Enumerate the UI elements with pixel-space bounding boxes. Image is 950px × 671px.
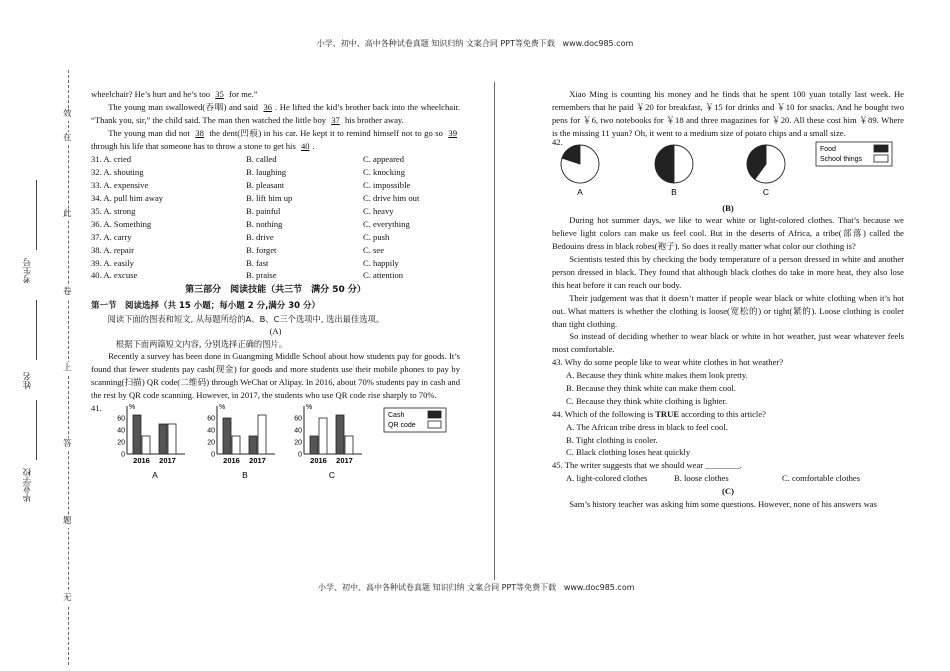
y-unit-label: %: [129, 403, 136, 411]
label-school: 毕业学校: [23, 468, 33, 502]
y-tick-label: 40: [207, 427, 215, 435]
q43-option-c: C. Because they think white clothing is lighter.: [566, 395, 728, 406]
cloze-paragraph: [91, 101, 460, 127]
cloze-text: The young man swallowed(吞咽) and said: [108, 101, 261, 112]
pie-slice-food: [655, 145, 674, 183]
label-name: 姓名: [23, 372, 33, 389]
passage-c-label: (C): [722, 486, 734, 497]
cloze-line: [91, 88, 460, 101]
bar-cash: [159, 424, 167, 454]
bar-qr-code: [232, 436, 240, 454]
y-tick-label: 20: [117, 439, 125, 447]
section1-title: 第一节 阅读选择（共 15 小题；每小题 2 分,满分 30 分）: [91, 300, 321, 311]
right-column: [552, 88, 904, 511]
column-divider: [494, 82, 495, 580]
option-b: B. forget: [246, 244, 277, 255]
pie-slice-school-things: [674, 145, 693, 183]
x-tick-label: 2016: [133, 455, 150, 465]
option-c: C. see: [363, 244, 385, 255]
q42-charts: [552, 136, 904, 202]
options-row: [91, 153, 460, 166]
cloze-text: through his life that someone has to throw a stone to get his: [91, 140, 298, 151]
panel-label: C: [762, 186, 770, 197]
x-tick-label: 2017: [249, 455, 266, 465]
panel-label: C: [328, 469, 336, 480]
legend-swatch: [428, 421, 441, 428]
q41-charts: [91, 402, 460, 484]
margin-char: 在: [63, 133, 72, 143]
cloze-text: the dent(凹痕) in his car. He kept it to remind himself not to go so: [206, 127, 446, 138]
option-b: B. nothing: [246, 218, 283, 229]
passage-b-p1: During hot summer days, we like to wear white or light-colored clothes. That’s because we believe light colors can make us feel cool. But in the deserts of Africa, a tribe(部落) called the Bedouins dress in black robes(袍子). So does it really matter what color our clothing is?: [552, 215, 904, 252]
margin-char: 题: [63, 516, 72, 526]
option-b: B. laughing: [246, 167, 287, 178]
panel-label: A: [152, 469, 158, 480]
cloze-paragraph: [91, 127, 460, 153]
bar-cash: [310, 436, 318, 454]
option-b: B. pleasant: [246, 180, 285, 191]
bar-qr-code: [168, 424, 176, 454]
margin-char: 效: [63, 109, 72, 119]
fill-line: [36, 180, 37, 250]
options-row: [91, 192, 460, 205]
option-a: 35. A. strong: [91, 206, 136, 217]
y-tick-label: 0: [298, 451, 302, 459]
instruction: 阅读下面的图表和短文, 从每题所给的A、B、C三个选项中, 选出最佳选项。: [107, 313, 385, 324]
bar-cash: [133, 415, 141, 454]
y-unit-label: %: [306, 403, 313, 411]
footer-site[interactable]: www.doc985.com: [563, 583, 635, 592]
passage-b-label: (B): [722, 202, 734, 213]
passage-c-p1: Sam’s history teacher was asking him some questions. However, none of his answers was: [569, 499, 877, 510]
bar-cash: [249, 436, 257, 454]
bar-qr-code: [319, 418, 327, 454]
option-b: B. praise: [246, 270, 277, 281]
option-c: C. heavy: [363, 206, 394, 217]
option-c: C. attention: [363, 270, 404, 281]
xiaoming-text: Xiao Ming is counting his money and he finds that he spent 100 yuan totally last week. He remembers that he paid ￥20 for breakfast, ￥15 for drinks and ￥10 for snacks. And he bought two pens for ￥6, two notebooks for ￥18 and three magazines for ￥20. All these cost him ￥89. Where is the missing 11 yuan? Oh, it went to a medium size of potato chips and a small size.: [552, 89, 904, 138]
options-row: [91, 244, 460, 257]
options-row: [91, 166, 460, 179]
q45-options: [552, 472, 904, 485]
left-column: [91, 88, 460, 484]
blank-36: 36: [263, 101, 273, 112]
blank-35: 35: [215, 89, 224, 99]
blank-38: 38: [195, 127, 204, 138]
y-tick-label: 40: [117, 427, 125, 435]
q44-emphasis: TRUE: [655, 408, 680, 419]
passage-b-p3: Their judgement was that it doesn’t matter if people wear black or white clothing when it’s hot out. What matters is whether the clothing is loose(宽松的) or tight(紧的). Loose clothing is cooler than tight clothing.: [552, 292, 904, 329]
q44-option-c: C. Black clothing loses heat quickly: [566, 447, 691, 458]
option-a: 38. A. repair: [91, 244, 134, 255]
x-tick-label: 2017: [159, 455, 176, 465]
margin-char: 上: [63, 363, 72, 373]
legend-label: QR code: [388, 421, 416, 429]
option-a: 39. A. easily: [91, 257, 134, 268]
q43-option-a: A. Because they think white makes them look pretty.: [566, 370, 748, 381]
y-tick-label: 60: [294, 415, 302, 423]
option-c: C. drive him out: [363, 193, 420, 204]
q42-number: 42.: [552, 136, 563, 147]
panel-label: A: [577, 186, 583, 197]
legend-swatch: [874, 155, 888, 162]
margin-char: 无: [63, 593, 72, 603]
panel-label: B: [671, 186, 677, 197]
q44-option-a: A. The African tribe dress in black to feel cool.: [566, 421, 728, 432]
bar-charts-svg: [91, 402, 460, 484]
bar-cash: [223, 418, 231, 454]
options-row: [91, 179, 460, 192]
option-a: 34. A. pull him away: [91, 193, 164, 204]
footer-text: 小学、初中、高中各种试卷真题 知识归纳 文案合同 PPT等免费下载: [318, 583, 557, 592]
legend-label: Food: [820, 145, 836, 153]
options-list: [91, 153, 460, 282]
y-tick-label: 20: [207, 439, 215, 447]
option-a: 37. A. carry: [91, 231, 132, 242]
option-b: B. painful: [246, 206, 281, 217]
q41-number: 41.: [91, 402, 102, 413]
bar-cash: [336, 415, 344, 454]
header-site[interactable]: www.doc985.com: [562, 39, 634, 48]
margin-char: 此: [63, 209, 72, 219]
cloze-text: wheelchair? He’s hurt and he’s too: [91, 89, 213, 99]
q44-text: according to this article?: [679, 408, 766, 419]
legend-label: School things: [820, 155, 863, 163]
y-tick-label: 40: [294, 427, 302, 435]
options-row: [91, 205, 460, 218]
cloze-text: The young man did not: [108, 127, 193, 138]
passage-b-p2: Scientists tested this by checking the body temperature of a person dressed in white and another person dressed in black. They found that although black clothes do take in more heat, they also lose this heat before it can reach our body.: [552, 254, 904, 290]
legend-swatch: [428, 411, 441, 418]
x-tick-label: 2016: [310, 455, 327, 465]
question-44: [552, 408, 904, 421]
options-row: [91, 257, 460, 270]
y-tick-label: 60: [117, 415, 125, 423]
option-a: 33. A. expensive: [91, 180, 149, 191]
passage-a-text: Recently a survey has been done in Guangming Middle School about how students pay for goods. It’s found that fewer students pay cash(现金) for goods and more students use their mobile phones to pay by scanning(扫描) QR code(二维码) through WeChat or Alipay. In 2016, about 70% students pay in cash and the rest by QR code scanning. However, in 2017, the students who use QR code rise sharply to 70%.: [91, 351, 460, 401]
q44-text: 44. Which of the following is: [552, 408, 656, 419]
panel-label: B: [242, 469, 248, 480]
q45-option-c: C. comfortable clothes: [782, 473, 861, 484]
bar-qr-code: [345, 436, 353, 454]
legend-label: Cash: [388, 411, 405, 419]
option-c: C. everything: [363, 218, 410, 229]
blank-37: 37: [331, 114, 340, 125]
passage-a-label: (A): [269, 326, 282, 337]
option-a: 36. A. Something: [91, 218, 152, 229]
cloze-text: .: [312, 140, 315, 151]
option-c: C. knocking: [363, 167, 406, 178]
options-row: [91, 269, 460, 282]
cloze-text: for me.”: [226, 89, 258, 99]
y-tick-label: 20: [294, 439, 302, 447]
option-b: B. fast: [246, 257, 269, 268]
legend-swatch: [874, 145, 888, 152]
label-candidate-no: 考生号: [23, 258, 33, 284]
cloze-text: his brother away.: [342, 114, 404, 125]
passage-b-p4: So instead of deciding whether to wear black or white in hot weather, just wear whatever feels most comfortable.: [552, 331, 904, 355]
option-a: 40. A. excuse: [91, 270, 138, 281]
x-tick-label: 2016: [223, 455, 240, 465]
option-a: 31. A. cried: [91, 154, 132, 165]
y-tick-label: 0: [211, 451, 215, 459]
fill-line: [36, 300, 37, 360]
option-c: C. happily: [363, 257, 399, 268]
part3-title: 第三部分 阅读技能（共三节 满分 50 分）: [185, 285, 366, 296]
option-a: 32. A. shouting: [91, 167, 144, 178]
cloze-text: . He lifted the kid’s brother back into the wheelchair. “Thank you, sir,” the child said. The man then watched the little boy: [91, 101, 460, 125]
y-tick-label: 0: [121, 451, 125, 459]
q45-option-a: A. light-colored clothes: [566, 473, 648, 484]
page-header: [0, 38, 950, 50]
header-text: 小学、初中、高中各种试卷真题 知识归纳 文案合同 PPT等免费下载: [316, 39, 555, 48]
options-row: [91, 218, 460, 231]
q44-option-b: B. Tight clothing is cooler.: [566, 434, 658, 445]
option-b: B. lift him up: [246, 193, 293, 204]
margin-char: 卷: [63, 287, 72, 297]
question-43: 43. Why do some people like to wear white clothes in hot weather?: [552, 357, 784, 368]
fill-line: [36, 400, 37, 460]
option-c: C. impossible: [363, 180, 411, 191]
x-tick-label: 2017: [336, 455, 353, 465]
options-row: [91, 231, 460, 244]
y-tick-label: 60: [207, 415, 215, 423]
pie-charts-svg: [552, 140, 904, 202]
bar-qr-code: [258, 415, 266, 454]
blank-39: 39: [448, 127, 457, 138]
q45-option-b: B. loose clothes: [674, 473, 729, 484]
passage-a-instruction: 根据下面两篇短文内容, 分别选择正确的图片。: [115, 338, 288, 349]
margin-char: 答: [63, 439, 72, 449]
option-b: B. called: [246, 154, 277, 165]
y-unit-label: %: [219, 403, 226, 411]
q43-option-b: B. Because they think white can make them cool.: [566, 383, 736, 394]
option-c: C. appeared: [363, 154, 405, 165]
option-c: C. push: [363, 231, 390, 242]
option-b: B. drive: [246, 231, 274, 242]
bar-qr-code: [142, 436, 150, 454]
blank-40: 40: [300, 140, 310, 151]
question-45: 45. The writer suggests that we should wear ________.: [552, 460, 742, 471]
